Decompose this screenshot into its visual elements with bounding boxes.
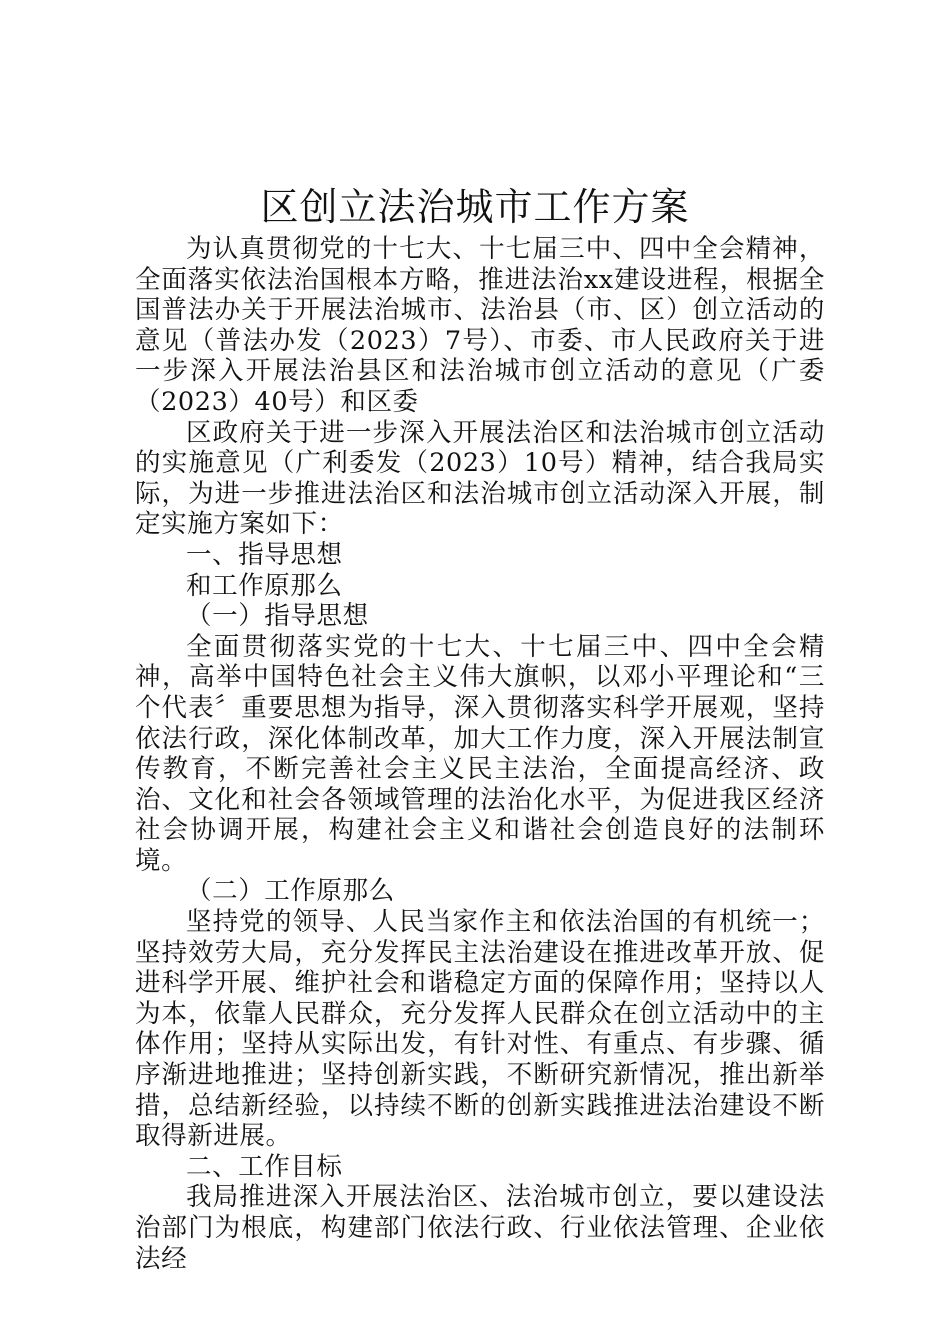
paragraph-intro-continued: 区政府关于进一步深入开展法治区和法治城市创立活动的实施意见（广利委发（2023）10号）精神，结合我局实际，为进一步推进法治区和法治城市创立活动深入开展，制定实施方案如下： <box>135 417 825 540</box>
section-heading-continued: 和工作原那么 <box>186 570 343 601</box>
paragraph-guiding-ideology: 全面贯彻落实党的十七大、十七届三中、四中全会精神，高举中国特色社会主义伟大旗帜，以邓小平理论和“三个代表〞重要思想为指导，深入贯彻落实科学开展观，坚持依法行政，深化体制改革，加大工作力度，深入开展法制宣传教育，不断完善社会主义民主法治，全面提高经济、政治、文化和社会各领域管理的法治化水平，为促进我区经济社会协调开展，构建社会主义和谐社会创造良好的法制环境。 <box>135 631 825 876</box>
section-heading-guiding-ideology: 一、指导思想 <box>186 539 343 570</box>
section-heading-work-goals: 二、工作目标 <box>186 1151 343 1182</box>
subsection-heading-work-principles: （二）工作原那么 <box>186 876 395 907</box>
document-title: 区创立法治城市工作方案 <box>260 185 690 229</box>
subsection-heading-guiding-ideology: （一）指导思想 <box>186 601 369 632</box>
paragraph-intro: 为认真贯彻党的十七大、十七届三中、四中全会精神，全面落实依法治国根本方略，推进法治xx建设进程，根据全国普法办关于开展法治城市、法治县（市、区）创立活动的意见（普法办发（2023）7号）、市委、市人民政府关于进一步深入开展法治县区和法治城市创立活动的意见（广委（2023）40号）和区委 <box>135 234 825 417</box>
document-body <box>135 234 825 1274</box>
paragraph-work-principles: 坚持党的领导、人民当家作主和依法治国的有机统一；坚持效劳大局，充分发挥民主法治建设在推进改革开放、促进科学开展、维护社会和谐稳定方面的保障作用；坚持以人为本，依靠人民群众，充分发挥人民群众在创立活动中的主体作用；坚持从实际出发，有针对性、有重点、有步骤、循序渐进地推进；坚持创新实践，不断研究新情况，推出新举措，总结新经验，以持续不断的创新实践推进法治建设不断取得新进展。 <box>135 907 825 1152</box>
paragraph-work-goals: 我局推进深入开展法治区、法治城市创立，要以建设法治部门为根底，构建部门依法行政、行业依法管理、企业依法经 <box>135 1182 825 1274</box>
